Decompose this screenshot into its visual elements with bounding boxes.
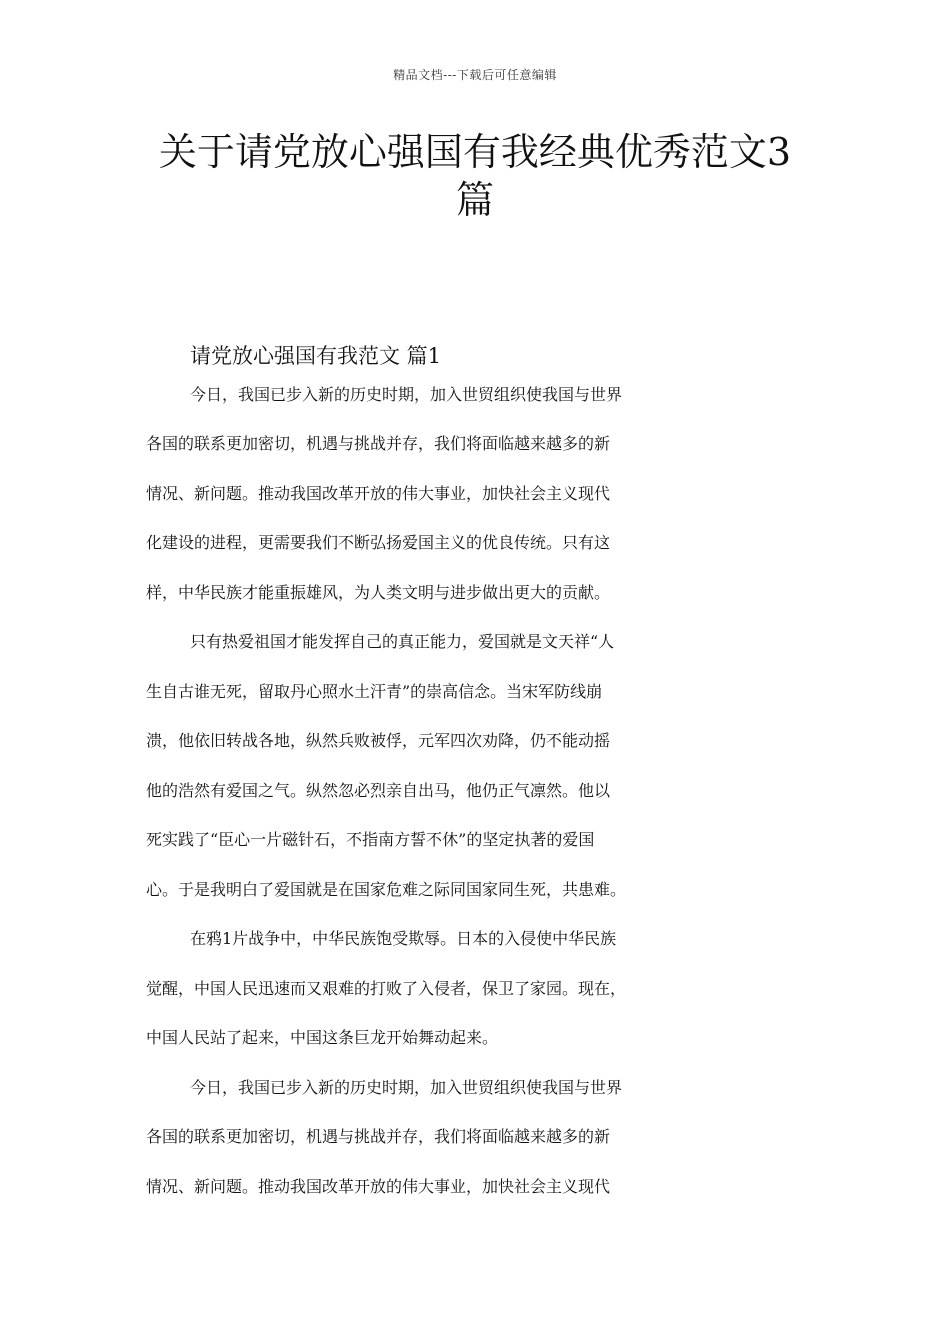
paragraph (146, 926, 816, 1075)
paragraph-line: 心。于是我明白了爱国就是在国家危难之际同国家同生死，共患难。 (146, 879, 627, 899)
paragraph-line: 他的浩然有爱国之气。纵然忽必烈亲自出马，他仍正气凛然。他以 (146, 780, 611, 800)
paragraph (146, 1075, 816, 1224)
section-heading: 请党放心强国有我范文 篇1 (190, 344, 442, 368)
paragraph-line: 中国人民站了起来，中国这条巨龙开始舞动起来。 (146, 1028, 499, 1047)
paragraph-line: 觉醒，中国人民迅速而又艰难的打败了入侵者，保卫了家园。现在， (146, 978, 627, 998)
paragraph-line: 死实践了“臣心一片磁针石，不指南方誓不休”的坚定执著的爱国 (146, 830, 595, 849)
paragraph-line: 各国的联系更加密切，机遇与挑战并存，我们将面临越来越多的新 (146, 1127, 611, 1146)
paragraph-line: 情况、新问题。推动我国改革开放的伟大事业，加快社会主义现代 (146, 1176, 611, 1196)
header-note: 精品文档---下载后可任意编辑 (393, 68, 557, 82)
paragraph (146, 382, 816, 630)
document-title: 关于请党放心强国有我经典优秀范文3篇 (158, 130, 792, 222)
paragraph-line: 生自古谁无死，留取丹心照水土汗青”的崇高信念。当宋军防线崩 (146, 681, 603, 701)
paragraph-line: 样，中华民族才能重振雄风，为人类文明与进步做出更大的贡献。 (146, 582, 611, 602)
paragraph-line: 今日，我国已步入新的历史时期，加入世贸组织使我国与世界 (190, 1077, 623, 1097)
paragraph (146, 629, 816, 926)
paragraph-line: 溃，他依旧转战各地，纵然兵败被俘，元军四次劝降，仍不能动摇 (146, 731, 611, 750)
paragraph-line: 情况、新问题。推动我国改革开放的伟大事业，加快社会主义现代 (146, 483, 611, 503)
paragraph-line: 各国的联系更加密切，机遇与挑战并存，我们将面临越来越多的新 (146, 434, 611, 453)
paragraph-line: 化建设的进程，更需要我们不断弘扬爱国主义的优良传统。只有这 (146, 533, 611, 552)
paragraph-line: 只有热爱祖国才能发挥自己的真正能力，爱国就是文天祥“人 (190, 632, 615, 651)
paragraph-line: 今日，我国已步入新的历史时期，加入世贸组织使我国与世界 (190, 384, 623, 404)
paragraph-line: 在鸦1片战争中，中华民族饱受欺辱。日本的入侵使中华民族 (190, 929, 617, 948)
document-body (146, 332, 816, 1223)
